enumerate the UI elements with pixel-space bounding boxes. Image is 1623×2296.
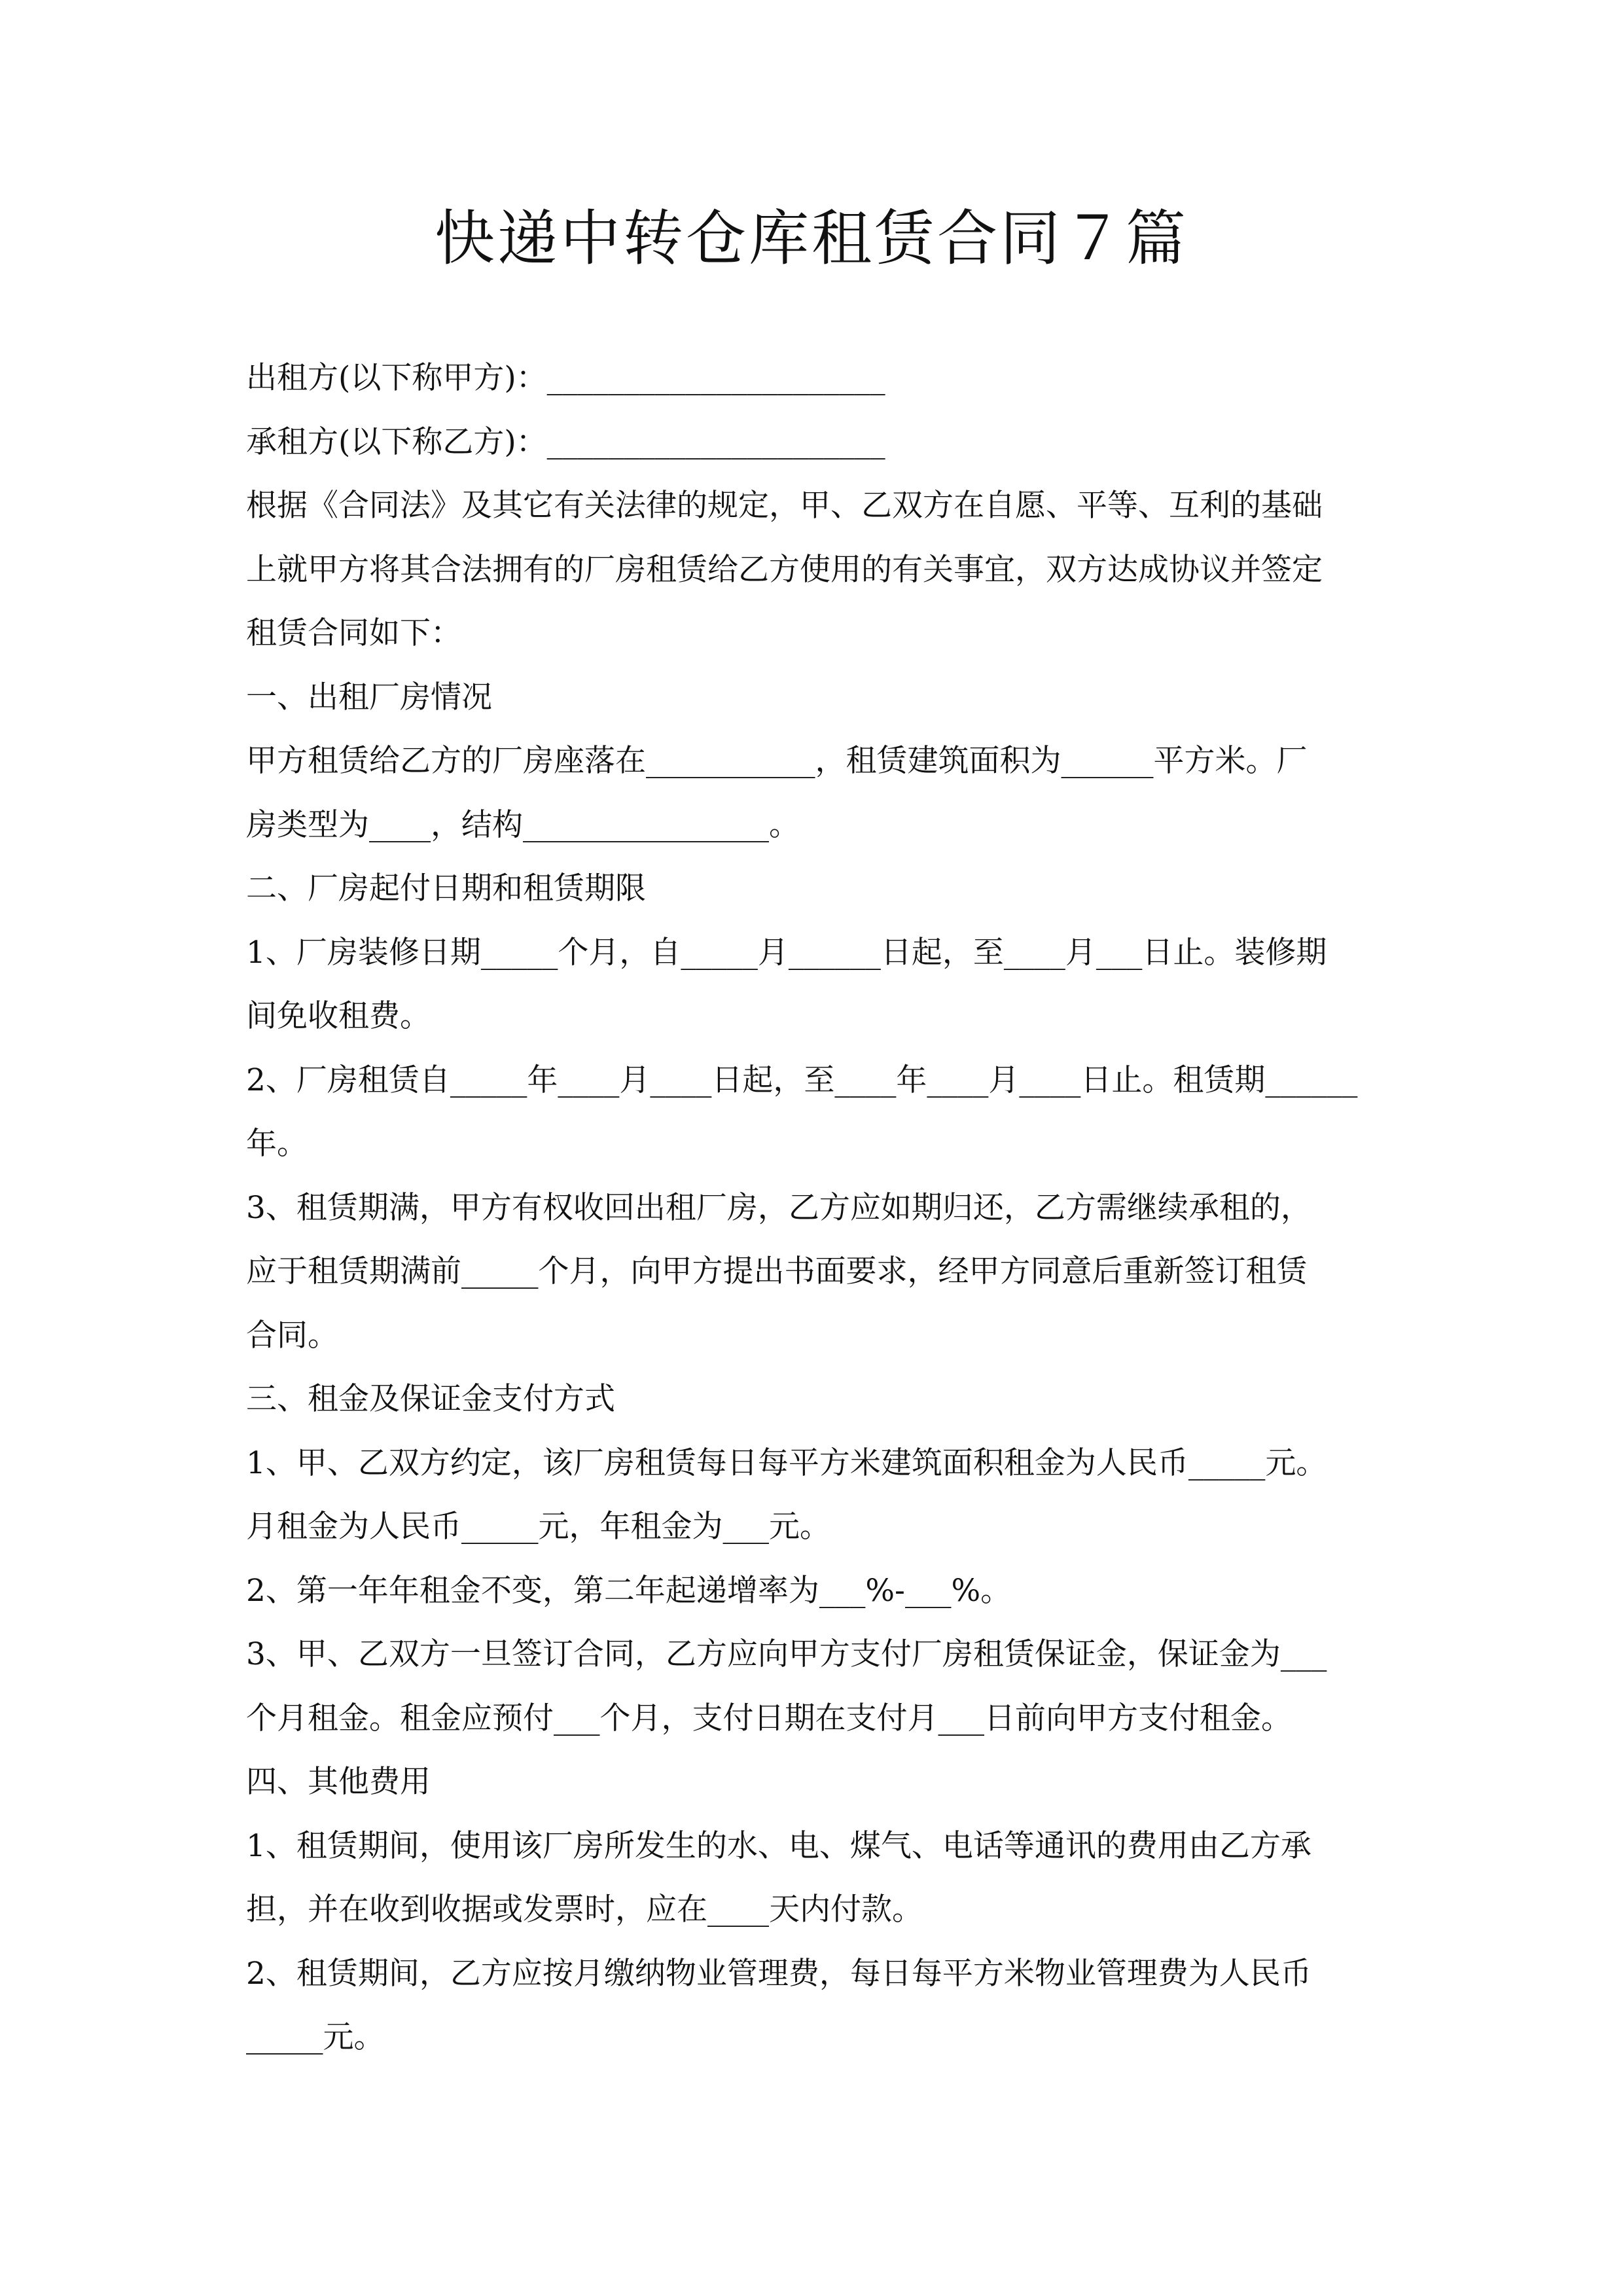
section-4-item-2-line-1: 2、租赁期间，乙方应按月缴纳物业管理费，每日每平方米物业管理费为人民币 — [246, 1955, 1311, 1992]
section-heading-4: 四、其他费用 — [246, 1764, 431, 1800]
section-2-item-3-line-2: 应于租赁期满前_____个月，向甲方提出书面要求，经甲方同意后重新签订租赁 — [246, 1253, 1308, 1289]
party-b-line: 承租方(以下称乙方)：______________________ — [246, 423, 885, 460]
section-heading-3: 三、租金及保证金支付方式 — [246, 1381, 615, 1417]
section-4-item-2-line-2: _____元。 — [246, 2019, 385, 2055]
section-1-line-1: 甲方租赁给乙方的厂房座落在___________，租赁建筑面积为______平方米。厂 — [246, 743, 1308, 779]
party-a-line: 出租方(以下称甲方)：______________________ — [246, 360, 885, 396]
section-4-item-1-line-2: 担，并在收到收据或发票时，应在____天内付款。 — [246, 1892, 923, 1928]
section-2-item-3-line-1: 3、租赁期满，甲方有权收回出租厂房，乙方应如期归还，乙方需继续承租的， — [246, 1189, 1311, 1226]
section-heading-2: 二、厂房起付日期和租赁期限 — [246, 870, 646, 906]
section-2-item-3-line-3: 合同。 — [246, 1317, 338, 1354]
preamble-line-2: 上就甲方将其合法拥有的厂房租赁给乙方使用的有关事宜，双方达成协议并签定 — [246, 551, 1323, 588]
section-1-line-2: 房类型为____，结构________________。 — [246, 806, 800, 843]
section-2-item-1-line-1: 1、厂房装修日期_____个月，自_____月______日起，至____月___日止。装修期 — [246, 934, 1327, 971]
section-heading-1: 一、出租厂房情况 — [246, 679, 492, 715]
section-3-item-3-line-2: 个月租金。租金应预付___个月，支付日期在支付月___日前向甲方支付租金。 — [246, 1700, 1292, 1736]
section-2-item-2-line-2: 年。 — [246, 1126, 308, 1162]
section-3-item-3-line-1: 3、甲、乙双方一旦签订合同，乙方应向甲方支付厂房租赁保证金，保证金为___ — [246, 1636, 1327, 1672]
section-2-item-2-line-1: 2、厂房租赁自_____年____月____日起，至____年____月____日止。租赁期______ — [246, 1062, 1358, 1098]
section-2-item-1-line-2: 间免收租费。 — [246, 998, 431, 1034]
section-4-item-1-line-1: 1、租赁期间，使用该厂房所发生的水、电、煤气、电话等通讯的费用由乙方承 — [246, 1827, 1311, 1864]
preamble-line-1: 根据《合同法》及其它有关法律的规定，甲、乙双方在自愿、平等、互利的基础 — [246, 488, 1323, 524]
preamble-line-3: 租赁合同如下： — [246, 615, 461, 651]
section-3-item-2: 2、第一年年租金不变，第二年起递增率为___%-___%。 — [246, 1572, 1012, 1609]
document-title: 快递中转仓库租赁合同７篇 — [434, 204, 1188, 274]
section-3-item-1-line-2: 月租金为人民币_____元，年租金为___元。 — [246, 1509, 830, 1545]
document-body — [246, 346, 1398, 2070]
section-3-item-1-line-1: 1、甲、乙双方约定，该厂房租赁每日每平方米建筑面积租金为人民币_____元。 — [246, 1444, 1327, 1481]
